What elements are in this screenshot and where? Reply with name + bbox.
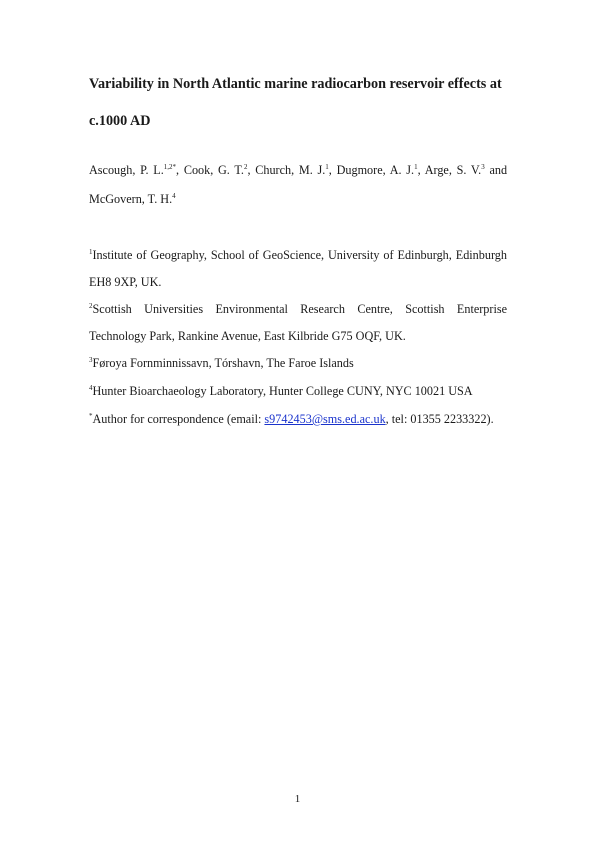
affiliation-text: Føroya Fornminnissavn, Tórshavn, The Faroe Islands bbox=[92, 356, 354, 370]
affiliation-mark: 1 bbox=[89, 248, 93, 256]
page-number: 1 bbox=[294, 793, 301, 805]
affiliation-4 bbox=[89, 378, 507, 405]
author-affiliation-mark: 3 bbox=[481, 163, 485, 171]
correspondence-prefix: Author for correspondence (email: bbox=[92, 412, 265, 426]
author-affiliation-mark: 1 bbox=[414, 163, 418, 171]
affiliation-1 bbox=[89, 242, 507, 296]
author-affiliation-mark: 4 bbox=[172, 192, 176, 200]
affiliation-3 bbox=[89, 350, 507, 377]
affiliation-text: Scottish Universities Environmental Research Centre, Scottish Enterprise Technology Park, Rankine Avenue, East Kilbride G75 OQF, UK. bbox=[89, 302, 507, 343]
affiliation-text: Hunter Bioarchaeology Laboratory, Hunter College CUNY, NYC 10021 USA bbox=[92, 384, 473, 398]
affiliation-text: Institute of Geography, School of GeoScience, University of Edinburgh, Edinburgh EH8 9XP, UK. bbox=[89, 248, 507, 289]
affiliation-mark: 3 bbox=[89, 356, 93, 364]
author-name: McGovern, T. H. bbox=[89, 192, 173, 206]
author-name: Church, M. J. bbox=[255, 163, 326, 177]
correspondence-suffix: , tel: 01355 2233322). bbox=[385, 412, 494, 426]
author-list: Ascough, P. L.$^{1,2*}$, Cook, G. T.$^2$, Church, M. J.$^1$, Dugmore, A. J.$^1$, Arge, S. V.$^3$ and McGovern, T. H.$^4$ bbox=[89, 163, 508, 206]
affiliation-2 bbox=[89, 296, 507, 350]
affiliation-mark: 2 bbox=[89, 302, 93, 310]
author-name: Arge, S. V. bbox=[424, 163, 482, 177]
author-affiliation-mark: 1,2* bbox=[163, 163, 177, 171]
author-name: Cook, G. T. bbox=[183, 163, 244, 177]
correspondence-mark: * bbox=[89, 412, 93, 420]
author-affiliation-mark: 2 bbox=[243, 163, 248, 171]
correspondence-note bbox=[89, 406, 507, 433]
affiliation-mark: 4 bbox=[89, 384, 93, 392]
email-link[interactable]: s9742453@sms.ed.ac.uk bbox=[264, 412, 386, 426]
author-name: Dugmore, A. J. bbox=[336, 163, 415, 177]
author-affiliation-mark: 1 bbox=[325, 163, 329, 171]
paper-title: Variability in North Atlantic marine radiocarbon reservoir effects at c.1000 AD bbox=[89, 76, 502, 129]
author-name: Ascough, P. L. bbox=[89, 163, 164, 177]
